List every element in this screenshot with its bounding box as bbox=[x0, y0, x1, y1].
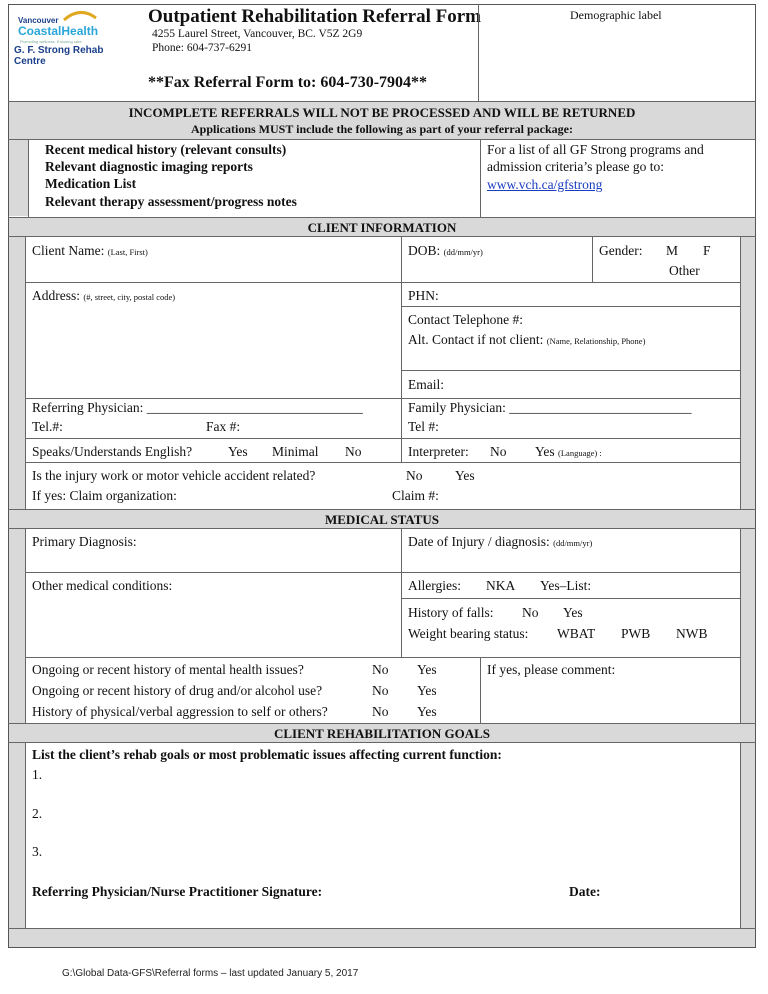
mental-health-yes-option[interactable]: Yes bbox=[417, 662, 437, 677]
requirement-item: Relevant therapy assessment/progress notes bbox=[45, 194, 297, 209]
allergies-nka-option[interactable]: NKA bbox=[486, 578, 516, 593]
falls-no-option[interactable]: No bbox=[522, 605, 539, 620]
date-of-injury-label: Date of Injury / diagnosis: (dd/mm/yr) bbox=[408, 534, 593, 549]
injury-no-option[interactable]: No bbox=[406, 468, 423, 483]
family-physician-label: Family Physician: ___________________________ bbox=[408, 400, 692, 415]
falls-history-label: History of falls: bbox=[408, 605, 494, 620]
allergies-label: Allergies: bbox=[408, 578, 461, 593]
mental-health-no-option[interactable]: No bbox=[372, 662, 389, 677]
centre-address: 4255 Laurel Street, Vancouver, BC. V5Z 2G9 bbox=[152, 28, 363, 40]
notice-line2: Applications MUST include the following as part of your referral package: bbox=[191, 122, 573, 136]
drug-alcohol-question: Ongoing or recent history of drug and/or alcohol use? bbox=[32, 683, 323, 698]
goals-heading: CLIENT REHABILITATION GOALS bbox=[273, 726, 490, 741]
claim-number-label: Claim #: bbox=[392, 488, 439, 503]
referring-tel-label: Tel.#: bbox=[32, 419, 63, 434]
claim-organization-label: If yes: Claim organization: bbox=[32, 488, 177, 503]
interpreter-no-option[interactable]: No bbox=[490, 444, 507, 459]
demographic-label: Demographic label bbox=[570, 8, 662, 22]
fax-referral-line: **Fax Referral Form to: 604-730-7904** bbox=[148, 74, 428, 91]
goal-item-number: 2. bbox=[32, 806, 43, 821]
phn-label: PHN: bbox=[408, 288, 439, 303]
english-minimal-option[interactable]: Minimal bbox=[272, 444, 319, 459]
medical-status-heading: MEDICAL STATUS bbox=[324, 512, 440, 527]
contact-telephone-label: Contact Telephone #: bbox=[408, 312, 524, 327]
logo-tagline: Promoting wellness. Ensuring care. bbox=[20, 39, 83, 44]
drug-alcohol-yes-option[interactable]: Yes bbox=[417, 683, 437, 698]
client-name-label: Client Name: (Last, First) bbox=[32, 243, 148, 258]
email-label: Email: bbox=[408, 377, 444, 392]
logo-swoosh-icon bbox=[62, 8, 98, 22]
notice-line1: INCOMPLETE REFERRALS WILL NOT BE PROCESSED AND WILL BE RETURNED bbox=[128, 105, 636, 120]
goals-instruction: List the client’s rehab goals or most problematic issues affecting current function: bbox=[32, 747, 502, 762]
pwb-option[interactable]: PWB bbox=[621, 626, 651, 641]
primary-diagnosis-label: Primary Diagnosis: bbox=[32, 534, 137, 549]
weight-bearing-label: Weight bearing status: bbox=[408, 626, 529, 641]
logo-org-line1: Vancouver bbox=[18, 16, 59, 25]
english-yes-option[interactable]: Yes bbox=[228, 444, 248, 459]
vch-logo bbox=[14, 8, 136, 67]
gender-f-option[interactable]: F bbox=[703, 243, 711, 258]
other-conditions-label: Other medical conditions: bbox=[32, 578, 173, 593]
allergies-yes-list-option[interactable]: Yes–List: bbox=[540, 578, 592, 593]
alt-contact-label: Alt. Contact if not client: (Name, Relationship, Phone) bbox=[408, 332, 646, 347]
logo-org-line2: CoastalHealth bbox=[18, 24, 99, 38]
nwb-option[interactable]: NWB bbox=[676, 626, 708, 641]
referring-physician-label: Referring Physician: ________________________________ bbox=[32, 400, 363, 415]
interpreter-label: Interpreter: bbox=[408, 444, 469, 459]
injury-related-question: Is the injury work or motor vehicle accident related? bbox=[32, 468, 316, 483]
requirement-item: Relevant diagnostic imaging reports bbox=[45, 159, 253, 174]
falls-yes-option[interactable]: Yes bbox=[563, 605, 583, 620]
drug-alcohol-no-option[interactable]: No bbox=[372, 683, 389, 698]
address-label: Address: (#, street, city, postal code) bbox=[32, 288, 176, 303]
referring-fax-label: Fax #: bbox=[206, 419, 241, 434]
interpreter-yes-option[interactable]: Yes (Language) : bbox=[535, 444, 602, 459]
gender-label: Gender: bbox=[599, 243, 643, 258]
info-line2: admission criteria’s please go to: bbox=[487, 159, 664, 174]
english-no-option[interactable]: No bbox=[345, 444, 362, 459]
requirement-item: Recent medical history (relevant consults) bbox=[45, 142, 287, 157]
dob-label: DOB: (dd/mm/yr) bbox=[408, 243, 483, 258]
logo-centre-name: G. F. Strong Rehab Centre bbox=[14, 45, 104, 67]
wbat-option[interactable]: WBAT bbox=[557, 626, 596, 641]
signature-label: Referring Physician/Nurse Practitioner Signature: bbox=[32, 884, 323, 899]
centre-phone: Phone: 604-737-6291 bbox=[152, 42, 252, 54]
family-tel-label: Tel #: bbox=[408, 419, 439, 434]
form-title: Outpatient Rehabilitation Referral Form bbox=[148, 6, 481, 27]
goal-item-number: 3. bbox=[32, 844, 43, 859]
requirement-item: Medication List bbox=[45, 176, 137, 191]
injury-yes-option[interactable]: Yes bbox=[455, 468, 475, 483]
aggression-question: History of physical/verbal aggression to self or others? bbox=[32, 704, 328, 719]
gfstrong-link[interactable]: www.vch.ca/gfstrong bbox=[487, 177, 603, 192]
gender-other-option[interactable]: Other bbox=[669, 263, 700, 278]
if-yes-comment-label: If yes, please comment: bbox=[487, 662, 616, 677]
gender-m-option[interactable]: M bbox=[666, 243, 679, 258]
goal-item-number: 1. bbox=[32, 767, 43, 782]
aggression-no-option[interactable]: No bbox=[372, 704, 389, 719]
info-line1: For a list of all GF Strong programs and bbox=[487, 142, 704, 157]
footer-path: G:\Global Data-GFS\Referral forms – last updated January 5, 2017 bbox=[62, 968, 359, 979]
aggression-yes-option[interactable]: Yes bbox=[417, 704, 437, 719]
mental-health-question: Ongoing or recent history of mental health issues? bbox=[32, 662, 304, 677]
signature-date-label: Date: bbox=[569, 884, 601, 899]
client-info-heading: CLIENT INFORMATION bbox=[307, 220, 457, 235]
speaks-english-label: Speaks/Understands English? bbox=[32, 444, 193, 459]
